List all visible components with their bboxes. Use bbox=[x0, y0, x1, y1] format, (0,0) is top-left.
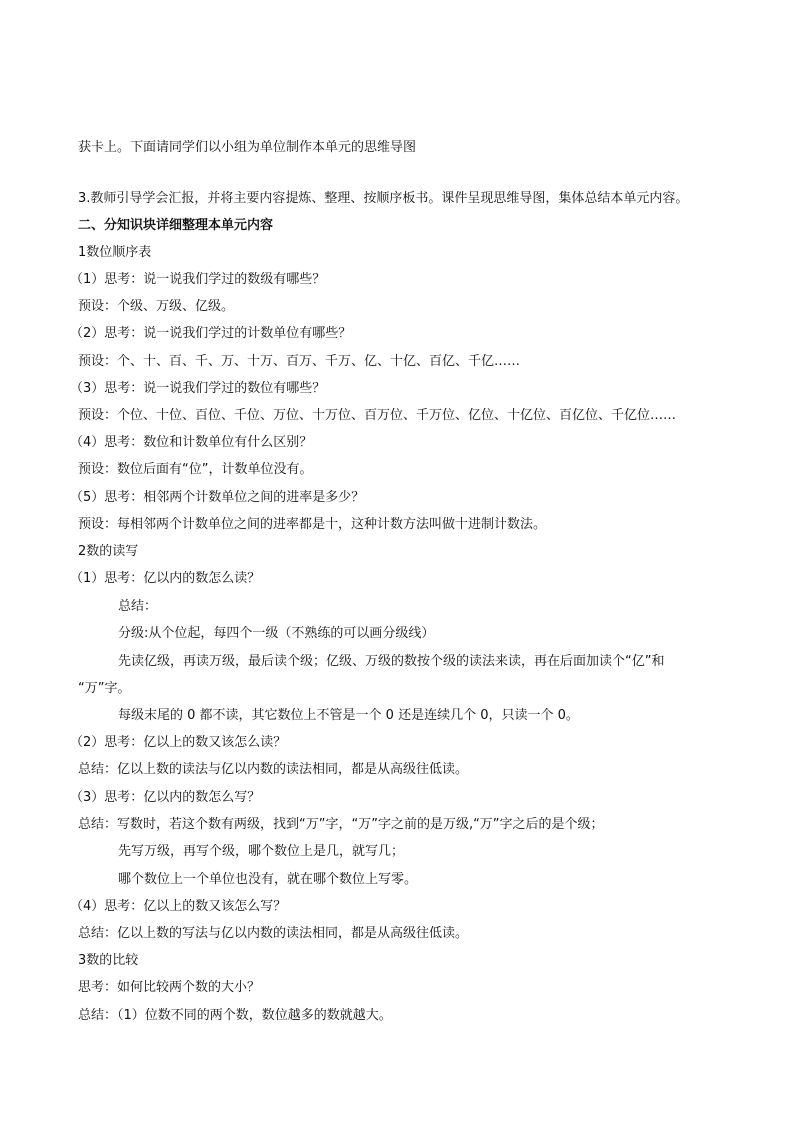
question-line: （1）思考：说一说我们学过的数级有哪些？ bbox=[70, 272, 326, 287]
text-line: 总结： bbox=[118, 599, 158, 614]
text-line: “万”字。 bbox=[78, 681, 131, 696]
question-line: （3）思考：亿以内的数怎么写？ bbox=[70, 790, 261, 805]
text-line: 3.教师引导学会汇报，并将主要内容提炼、整理、按顺序板书。课件呈现思维导图，集体总结本单元内容。 bbox=[78, 191, 689, 206]
text-line: 思考：如何比较两个数的大小？ bbox=[78, 980, 261, 995]
text-line: 总结：（1）位数不同的两个数，数位越多的数就越大。 bbox=[78, 1008, 392, 1023]
question-line: （5）思考：相邻两个计数单位之间的进率是多少？ bbox=[70, 490, 365, 505]
text-line: 总结：亿以上数的读法与亿以内数的读法相同，都是从高级往低读。 bbox=[78, 762, 469, 777]
section-heading: 二、分知识块详细整理本单元内容 bbox=[78, 218, 274, 233]
text-line: 先写万级，再写个级，哪个数位上是几，就写几； bbox=[118, 844, 405, 859]
text-line: 每级末尾的 0 都不读，其它数位上不管是一个 0 还是连续几个 0，只读一个 0。 bbox=[118, 708, 579, 723]
text-line: 分级:从个位起，每四个一级（不熟练的可以画分级线） bbox=[118, 626, 435, 641]
text-line: 总结：写数时，若这个数有两级，找到“万”字，“万”字之前的是万级,“万”字之后的是个级； bbox=[78, 817, 604, 832]
text-line: 预设：个级、万级、亿级。 bbox=[78, 299, 235, 314]
question-line: （3）思考：说一说我们学过的数位有哪些？ bbox=[70, 381, 326, 396]
question-line: （1）思考：亿以内的数怎么读？ bbox=[70, 571, 261, 586]
question-line: （4）思考：数位和计数单位有什么区别？ bbox=[70, 435, 313, 450]
text-line: 预设：数位后面有“位”，计数单位没有。 bbox=[78, 462, 313, 477]
subsection-heading: 1数位顺序表 bbox=[78, 245, 152, 260]
text-line: 哪个数位上一个单位也没有，就在哪个数位上写零。 bbox=[118, 872, 418, 887]
text-line: 预设：个位、十位、百位、千位、万位、十万位、百万位、千万位、亿位、十亿位、百亿位、千亿位…… bbox=[78, 408, 677, 423]
question-line: （4）思考：亿以上的数又该怎么写？ bbox=[70, 899, 287, 914]
text-line: 先读亿级，再读万级，最后读个级；亿级、万级的数按个级的读法来读，再在后面加读个“亿”和 bbox=[118, 654, 665, 669]
question-line: （2）思考：说一说我们学过的计数单位有哪些？ bbox=[70, 326, 352, 341]
text-line: 预设：个、十、百、千、万、十万、百万、千万、亿、十亿、百亿、千亿…… bbox=[78, 354, 521, 369]
text-line: 总结：亿以上数的写法与亿以内数的读法相同，都是从高级往低读。 bbox=[78, 926, 469, 941]
subsection-heading: 2数的读写 bbox=[78, 544, 139, 559]
text-line: 获卡上。下面请同学们以小组为单位制作本单元的思维导图 bbox=[78, 140, 417, 155]
subsection-heading: 3数的比较 bbox=[78, 953, 139, 968]
question-line: （2）思考：亿以上的数又该怎么读？ bbox=[70, 735, 287, 750]
text-line: 预设：每相邻两个计数单位之间的进率都是十，这种计数方法叫做十进制计数法。 bbox=[78, 517, 547, 532]
